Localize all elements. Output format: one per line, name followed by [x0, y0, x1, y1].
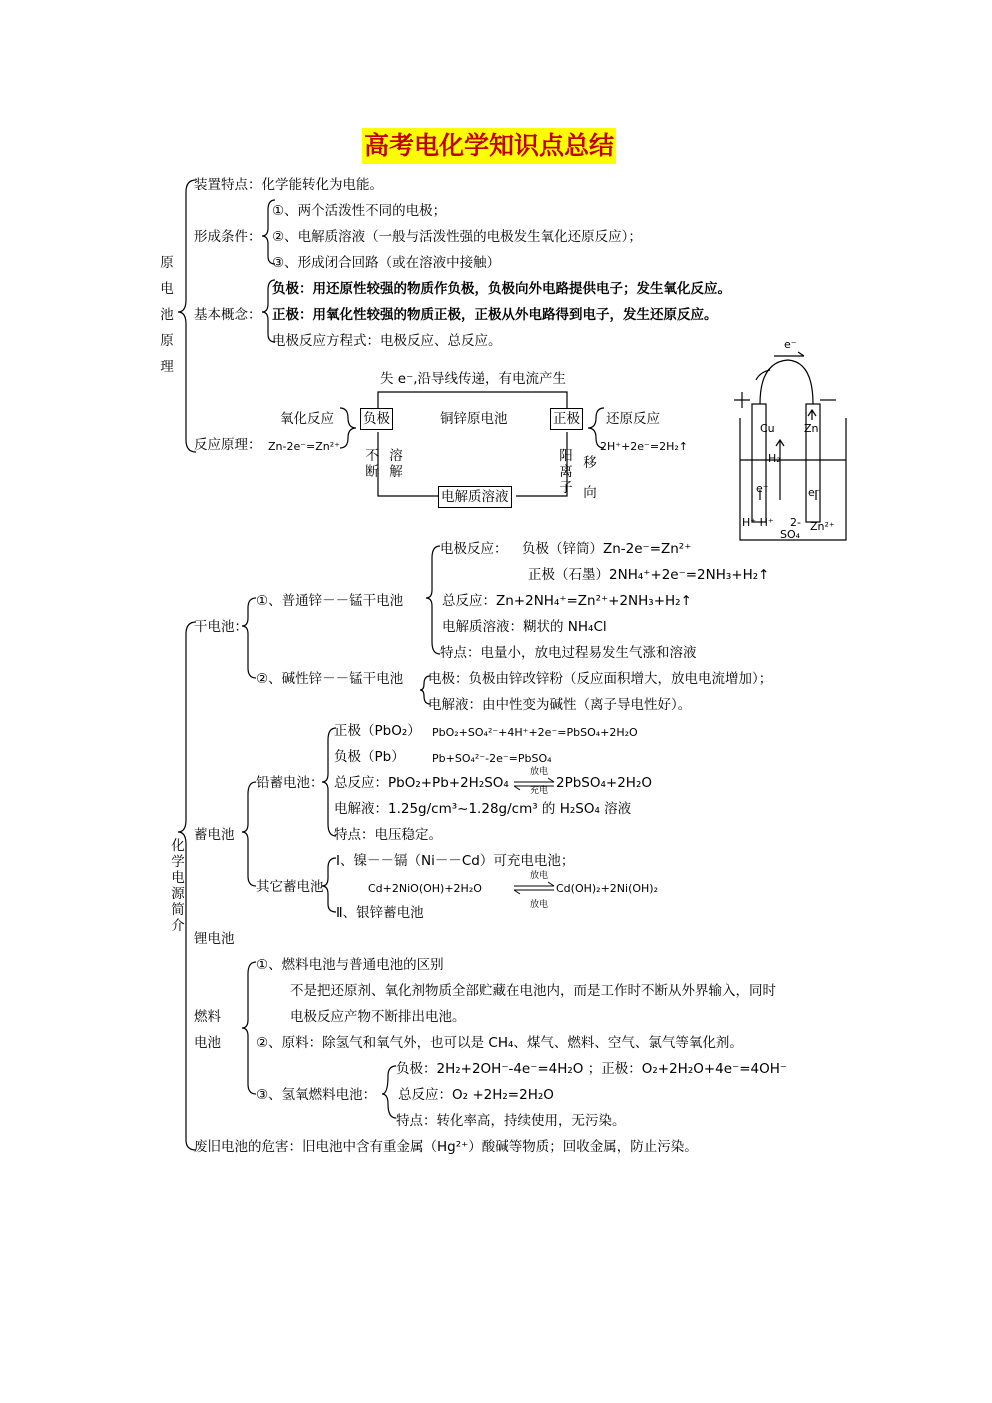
- fig-cu: Cu: [760, 422, 775, 435]
- lead-label: 铅蓄电池：: [256, 775, 324, 791]
- dry-electrolyte: 电解质溶液：糊状的 NH₄Cl: [442, 619, 607, 635]
- h2o2-feature: 特点：转化率高，持续使用，无污染。: [396, 1113, 626, 1129]
- cation-text: 阳离子: [559, 448, 573, 496]
- nicd-left: Cd+2NiO(OH)+2H₂O: [368, 882, 482, 895]
- fuel-label-1: 燃料: [194, 1009, 221, 1025]
- fig-e2: e⁻: [808, 486, 821, 499]
- page-title: 高考电化学知识点总结: [362, 128, 616, 164]
- reduction-label: 还原反应: [606, 411, 660, 427]
- fig-h2: H₂: [768, 452, 781, 465]
- negative-concept: 负极：用还原性较强的物质作负极，负极向外电路提供电子；发生氧化反应。: [272, 281, 731, 297]
- galvanic-cell-figure: [734, 352, 846, 540]
- total-reaction: 总反应：Zn+2NH₄⁺=Zn²⁺+2NH₃+H₂↑: [442, 593, 692, 609]
- zinc-mn-1: ①、普通锌－－锰干电池: [256, 593, 404, 609]
- negative-box: 负极: [360, 408, 393, 430]
- fuel-point-2: ②、原料：除氢气和氧气外，也可以是 CH₄、煤气、燃料、空气、氯气等氧化剂。: [256, 1035, 743, 1051]
- zn-equation: Zn-2e⁻=Zn²⁺: [268, 440, 340, 453]
- condition-2: ②、电解质溶液（一般与活泼性强的电极发生氧化还原反应）；: [272, 229, 642, 245]
- nicd-top: 放电: [530, 871, 549, 881]
- h-equation: 2H⁺+2e⁻=2H₂↑: [600, 440, 688, 453]
- fig-electron-top: e⁻: [784, 338, 797, 351]
- other-storage-label: 其它蓄电池: [256, 879, 324, 895]
- principle-label: 反应原理：: [194, 437, 262, 453]
- nicd-bottom: 放电: [530, 900, 549, 910]
- concept-label: 基本概念：: [194, 307, 262, 323]
- cuzn-cell-label: 铜锌原电池: [440, 411, 508, 427]
- positive-concept: 正极：用氧化性较强的物质正极，正极从外电路得到电子，发生还原反应。: [272, 307, 718, 323]
- electrode-reaction-label: 电极反应：: [440, 541, 508, 557]
- lead-electrolyte: 电解液：1.25g/cm³~1.28g/cm³ 的 H₂SO₄ 溶液: [334, 801, 632, 817]
- condition-1: ①、两个活泼性不同的电极；: [272, 203, 447, 219]
- dry-feature: 特点：电量小，放电过程易发生气涨和溶液: [440, 645, 697, 661]
- lead-total-left: 总反应：PbO₂+Pb+2H₂SO₄: [334, 775, 509, 791]
- lead-neg-eq: Pb+SO₄²⁻-2e⁻=PbSO₄: [432, 752, 552, 765]
- lead-charge: 充电: [530, 786, 549, 796]
- fuel-label-2: 电池: [194, 1035, 221, 1051]
- fig-zn2: Zn²⁺: [810, 520, 835, 533]
- alkaline-electrolyte: 电解液：由中性变为碱性（离子导电性好）。: [428, 697, 692, 713]
- device-feature: 装置特点：化学能转化为电能。: [194, 177, 383, 193]
- agzn-label: Ⅱ、银锌蓄电池: [336, 905, 424, 921]
- oxidation-label: 氧化反应: [280, 411, 334, 427]
- lead-total-right: 2PbSO₄+2H₂O: [556, 775, 652, 791]
- neg-zinc-eq: 负极（锌筒）Zn-2e⁻=Zn²⁺: [522, 541, 692, 557]
- fig-e1: e⁻: [756, 482, 769, 495]
- h2o2-electrodes: 负极：2H₂+2OH⁻-4e⁻=4H₂O ；正极：O₂+2H₂O+4e⁻=4OH⁻: [396, 1061, 787, 1077]
- fuel-desc-1: 不是把还原剂、氧化剂物质全部贮藏在电池内，而是工作时不断从外界输入，同时: [290, 983, 776, 999]
- fuel-desc-2: 电极反应产物不断排出电池。: [290, 1009, 466, 1025]
- lead-pos-eq: PbO₂+SO₄²⁻+4H⁺+2e⁻=PbSO₄+2H₂O: [432, 726, 638, 739]
- lead-feature: 特点：电压稳定。: [334, 827, 442, 843]
- storage-label: 蓄电池: [194, 827, 235, 843]
- section-label-chem: 化学电源简介: [171, 838, 185, 934]
- not-dissolve-text: 不断: [365, 448, 379, 480]
- section-label-primary: 原电池原理: [160, 255, 174, 375]
- lead-neg-label: 负极（Pb）: [334, 749, 405, 765]
- h2o2-total: 总反应：O₂ +2H₂=2H₂O: [398, 1087, 554, 1103]
- pos-carbon-eq: 正极（石墨）2NH₄⁺+2e⁻=2NH₃+H₂↑: [528, 567, 770, 583]
- zinc-mn-2: ②、碱性锌－－锰干电池: [256, 671, 404, 687]
- positive-box: 正极: [550, 408, 583, 430]
- lose-electron-text: 失 e⁻,沿导线传递，有电流产生: [380, 371, 567, 387]
- fig-h-ions: H⁺ H⁺: [742, 516, 774, 529]
- dissolve-text: 溶解: [389, 448, 403, 480]
- fig-zn: Zn: [804, 422, 819, 435]
- nicd-right: Cd(OH)₂+2Ni(OH)₂: [556, 882, 659, 895]
- fig-so4: SO₄: [780, 528, 801, 541]
- fuel-point-3: ③、氢氧燃料电池：: [256, 1087, 377, 1103]
- move-text: 移向: [583, 455, 597, 501]
- condition-label: 形成条件：: [194, 229, 262, 245]
- waste-battery: 废旧电池的危害：旧电池中含有重金属（Hg²⁺）酸碱等物质；回收金属，防止污染。: [194, 1139, 698, 1155]
- electrolyte-box: 电解质溶液: [438, 486, 512, 508]
- fig-charge: 2-: [790, 516, 801, 529]
- alkaline-electrode: 电极：负极由锌改锌粉（反应面积增大，放电电流增加）；: [428, 671, 773, 687]
- equation-concept: 电极反应方程式：电极反应、总反应。: [272, 333, 502, 349]
- fuel-point-1: ①、燃料电池与普通电池的区别: [256, 957, 444, 973]
- dry-cell-label: 干电池：: [194, 619, 248, 635]
- lithium-label: 锂电池: [194, 931, 235, 947]
- nicd-label: Ⅰ、镍－－镉（Ni－－Cd）可充电电池；: [336, 853, 575, 869]
- lead-discharge: 放电: [530, 767, 549, 777]
- condition-3: ③、形成闭合回路（或在溶液中接触）: [272, 255, 501, 271]
- lead-pos-label: 正极（PbO₂）: [334, 723, 421, 739]
